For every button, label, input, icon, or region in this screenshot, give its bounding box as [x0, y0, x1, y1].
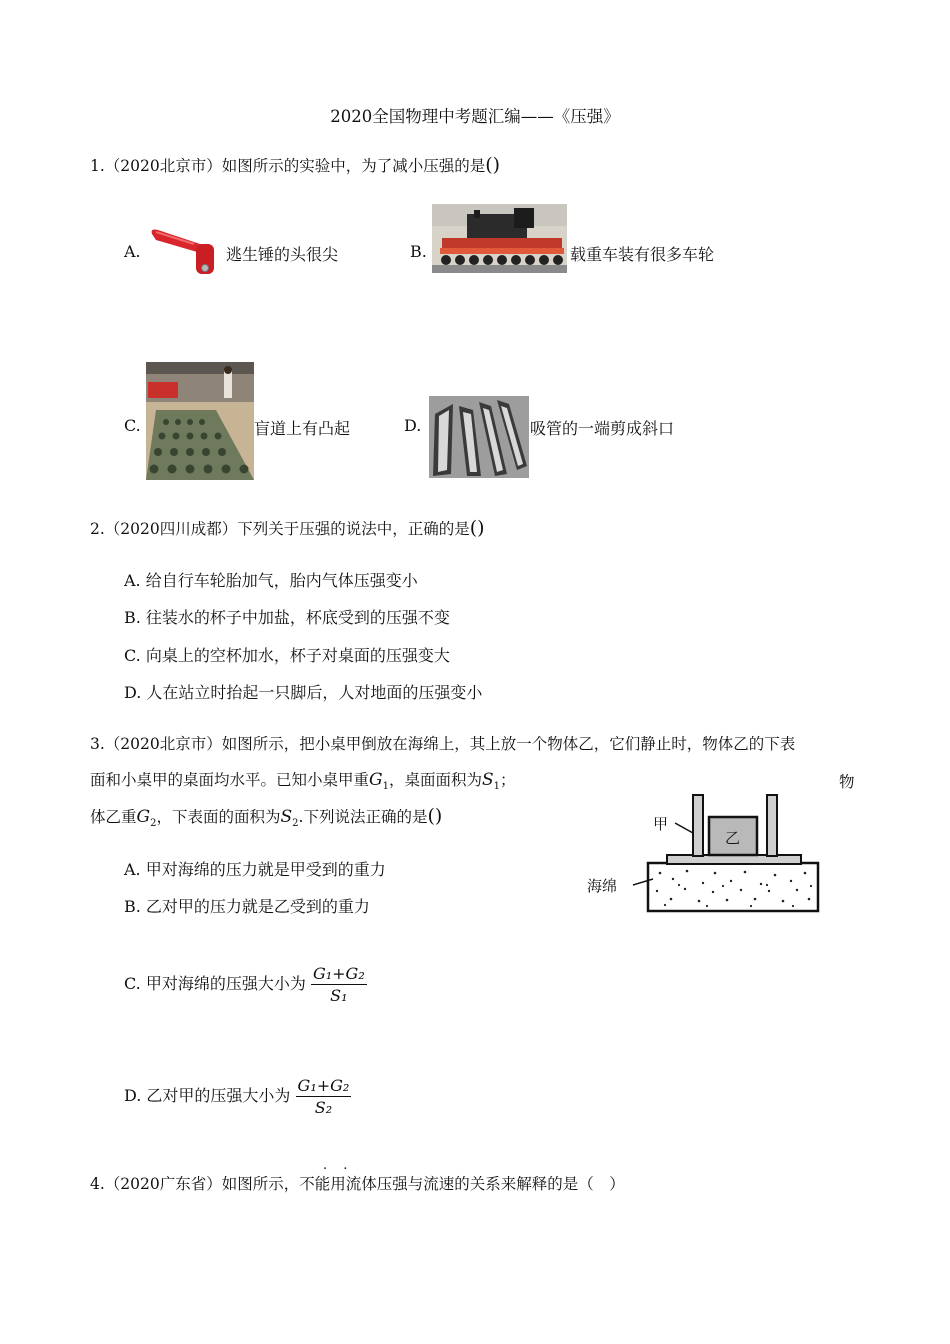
- q3-text-3b: ，下表面的面积为: [156, 808, 281, 826]
- subscript: 1: [493, 781, 501, 793]
- question-3-line-2: [90, 768, 516, 792]
- question-2-text: 2.（2020四川成都）下列关于压强的说法中，正确的是: [90, 520, 470, 538]
- figure-label-object: 乙: [725, 829, 741, 847]
- cut-straws-photo: [429, 396, 529, 478]
- table-on-sponge-diagram: [585, 793, 825, 917]
- tactile-paving-photo: [146, 362, 254, 480]
- q2-option-a: A. 给自行车轮胎加气，胎内气体压强变小: [124, 571, 418, 590]
- heavy-truck-with-locomotive-photo: [432, 204, 567, 273]
- answer-paren: (): [469, 517, 485, 539]
- q3-text-2c: ；: [500, 771, 516, 789]
- q3-text-2b: ，桌面面积为: [388, 771, 482, 789]
- q2-option-b: B. 往装水的杯子中加盐，杯底受到的压强不变: [124, 608, 450, 627]
- q3-option-a: A. 甲对海绵的压力就是甲受到的重力: [124, 860, 386, 879]
- question-4-stem: [90, 1172, 625, 1194]
- subscript: 1: [382, 781, 389, 793]
- question-3-line-3: [90, 805, 442, 829]
- answer-paren: (): [427, 805, 443, 827]
- q1-option-a-letter: A.: [124, 242, 141, 261]
- q3-option-b: B. 乙对甲的压力就是乙受到的重力: [124, 897, 370, 916]
- q3-option-c-text: C. 甲对海绵的压强大小为: [124, 974, 306, 993]
- subscript: 2: [150, 818, 157, 830]
- question-4-emphasis: 不能: [299, 1175, 331, 1193]
- symbol-s: S: [280, 807, 293, 827]
- q3-text-3c: .下列说法正确的是: [298, 808, 428, 826]
- subscript: 2: [292, 818, 299, 830]
- q3-text-3a: 体乙重: [90, 808, 137, 826]
- figure-label-table: 甲: [653, 815, 669, 833]
- question-1-text: 1.（2020北京市）如图所示的实验中，为了减小压强的是: [90, 157, 486, 175]
- question-2-stem: [90, 517, 485, 539]
- q2-option-c: C. 向桌上的空杯加水，杯子对桌面的压强变大: [124, 646, 450, 665]
- symbol-g: G: [369, 770, 383, 790]
- answer-paren: (): [485, 154, 501, 176]
- fraction-numerator: G₁+G₂: [297, 1076, 350, 1095]
- q1-option-b-letter: B.: [410, 242, 427, 261]
- q1-option-d-letter: D.: [404, 416, 422, 435]
- fraction-numerator: G₁+G₂: [312, 964, 365, 983]
- red-safety-hammer-photo: [146, 224, 226, 276]
- fraction-denominator: S₂: [314, 1098, 333, 1117]
- q3-option-c: [124, 964, 367, 1005]
- q3-text-2a: 面和小桌甲的桌面均水平。已知小桌甲重: [90, 771, 370, 789]
- q1-option-d-text: 吸管的一端剪成斜口: [530, 419, 675, 438]
- page-title: 2020全国物理中考题汇编——《压强》: [330, 107, 620, 126]
- q2-option-d: D. 人在站立时抬起一只脚后，人对地面的压强变小: [124, 683, 483, 702]
- symbol-s: S: [482, 770, 494, 790]
- symbol-g: G: [136, 807, 151, 827]
- question-4-text-a: 4.（2020广东省）如图所示，: [90, 1175, 300, 1193]
- figure-label-sponge: 海绵: [587, 877, 618, 895]
- q1-option-a-text: 逃生锤的头很尖: [226, 245, 339, 264]
- q1-option-c-letter: C.: [124, 416, 141, 435]
- question-3-line-1: 3.（2020北京市）如图所示，把小桌甲倒放在海绵上，其上放一个物体乙，它们静止时，物体乙的下表: [90, 735, 796, 753]
- question-3-line-2-end: 物: [839, 773, 855, 791]
- q1-option-b-text: 载重车装有很多车轮: [570, 245, 715, 264]
- q3-option-d: [124, 1076, 351, 1117]
- question-4-text-b: 用流体压强与流速的关系来解释的是（ ）: [330, 1175, 625, 1193]
- fraction-c: [311, 964, 367, 1005]
- q1-option-c-text: 盲道上有凸起: [254, 419, 351, 438]
- q3-option-d-text: D. 乙对甲的压强大小为: [124, 1086, 291, 1105]
- fraction-d: [296, 1076, 352, 1117]
- fraction-denominator: S₁: [330, 986, 348, 1005]
- question-1-stem: [90, 154, 500, 176]
- emphasis-dots: . .: [323, 1158, 354, 1173]
